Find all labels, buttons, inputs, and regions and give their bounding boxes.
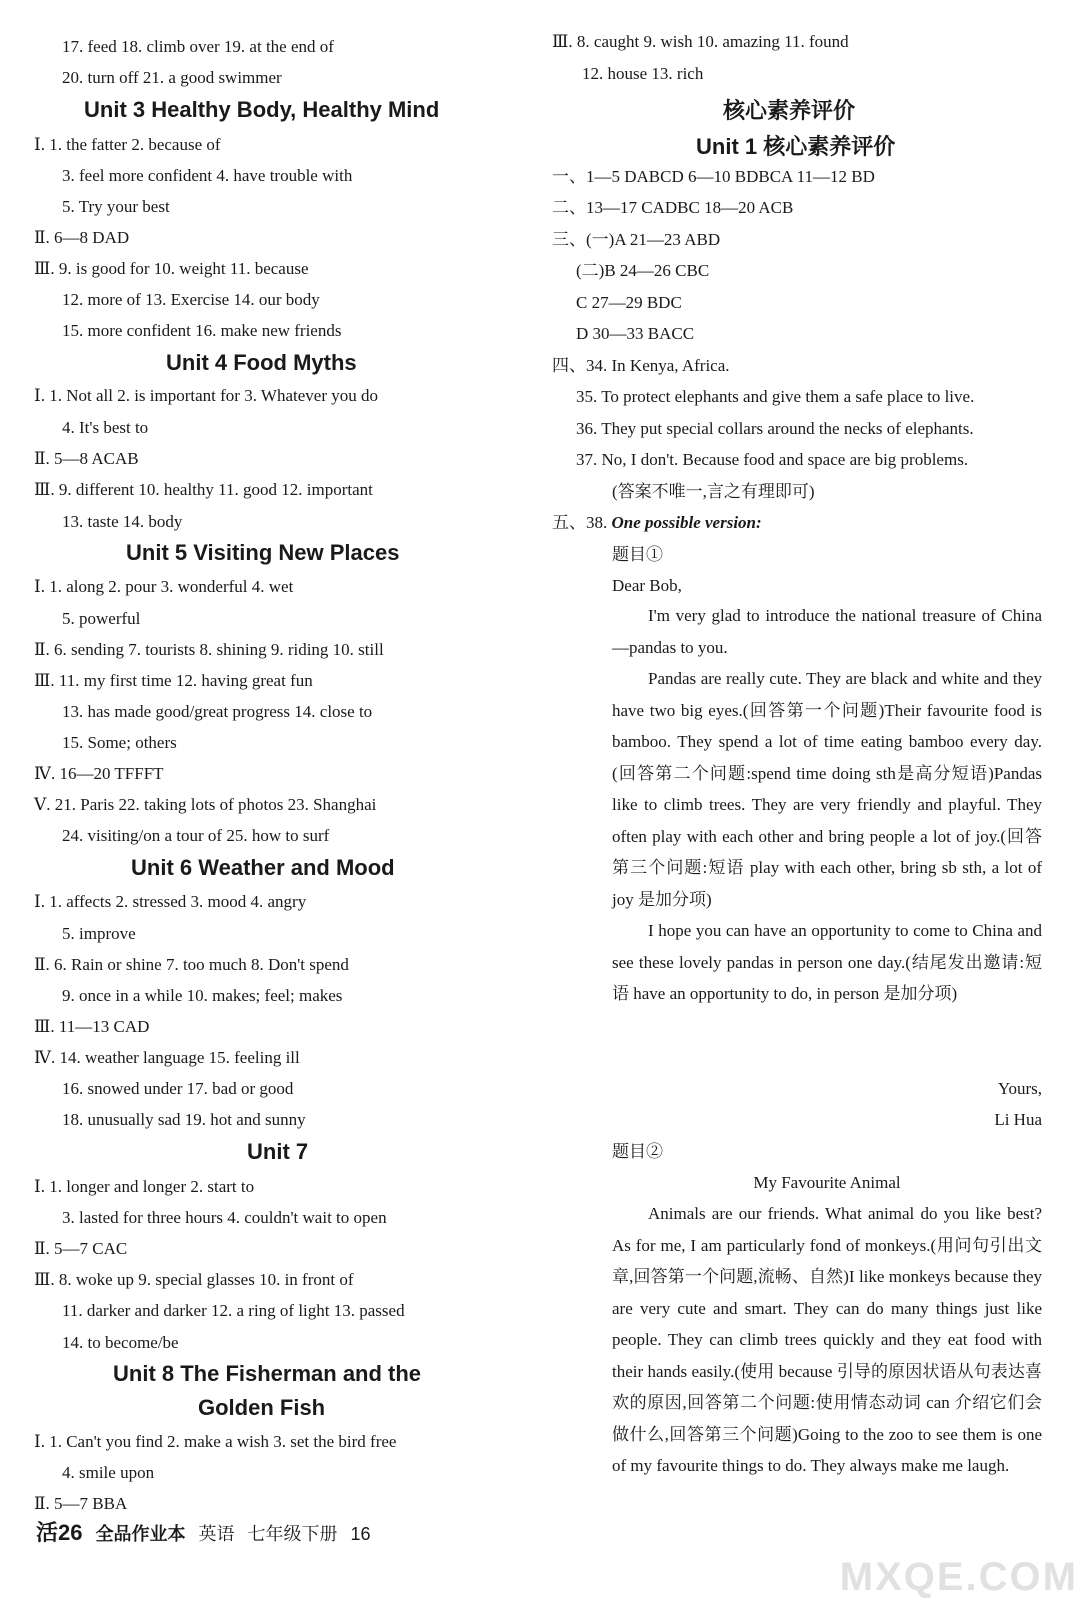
answer-line: Ⅲ. 11—13 CAD <box>34 1017 150 1036</box>
answer-line: 4. smile upon <box>62 1463 155 1482</box>
answer-line: 12. more of 13. Exercise 14. our body <box>62 290 320 309</box>
answer-line: C 27—29 BDC <box>576 293 682 312</box>
answer-line: 四、34. In Kenya, Africa. <box>552 356 730 375</box>
unit-heading: Unit 8 The Fisherman and the <box>113 1361 422 1386</box>
unit-heading: Unit 3 Healthy Body, Healthy Mind <box>84 97 440 122</box>
topic-label: 题目① <box>612 545 663 564</box>
answer-line: 11. darker and darker 12. a ring of light 13. passed <box>62 1301 405 1320</box>
answer-line: 17. feed 18. climb over 19. at the end of <box>62 37 334 56</box>
signature-name: Li Hua <box>994 1110 1042 1129</box>
answer-line: 9. once in a while 10. makes; feel; makes <box>62 986 343 1005</box>
answer-line: 12. house 13. rich <box>582 64 704 83</box>
answer-line: 二、13—17 CADBC 18—20 ACB <box>552 198 794 217</box>
answer-line: Ⅰ. 1. the fatter 2. because of <box>34 135 221 154</box>
answer-line: Ⅱ. 5—7 BBA <box>34 1494 128 1513</box>
answer-line: 5. powerful <box>62 609 141 628</box>
essay-paragraph: I'm very glad to introduce the national treasure of China—pandas to you. <box>612 606 1042 657</box>
answer-line: 3. lasted for three hours 4. couldn't wait to open <box>62 1208 387 1227</box>
subject: 英语 <box>198 1524 235 1544</box>
answer-line: 5. improve <box>62 924 136 943</box>
answer-line: 5. Try your best <box>62 197 170 216</box>
answer-line: Ⅰ. 1. along 2. pour 3. wonderful 4. wet <box>34 577 294 596</box>
answer-line: Ⅲ. 9. is good for 10. weight 11. because <box>34 259 309 278</box>
answer-line: Ⅲ. 8. woke up 9. special glasses 10. in front of <box>34 1270 354 1289</box>
answer-line: Ⅱ. 6—8 DAD <box>34 228 130 247</box>
essay-paragraph: I hope you can have an opportunity to come to China and see these lovely pandas in person one day.(结尾发出邀请:短语 have an opportunity to do, in person 是加分项) <box>612 921 1042 1003</box>
grade: 七年级下册 <box>247 1524 338 1544</box>
answer-line: 一、1—5 DABCD 6—10 BDBCA 11—12 BD <box>552 167 875 186</box>
salutation: Dear Bob, <box>612 576 682 595</box>
answer-line: Ⅲ. 9. different 10. healthy 11. good 12. important <box>34 480 373 499</box>
essay-title: My Favourite Animal <box>753 1173 901 1192</box>
answer-line: Ⅰ. 1. longer and longer 2. start to <box>34 1177 255 1196</box>
section-number: 五、38. <box>552 513 612 532</box>
topic-label: 题目② <box>612 1142 663 1161</box>
section-heading: Unit 1 核心素养评价 <box>696 134 896 159</box>
answer-line: Ⅱ. 6. Rain or shine 7. too much 8. Don't spend <box>34 955 349 974</box>
answer-line: D 30—33 BACC <box>576 324 695 343</box>
answer-line: 16. snowed under 17. bad or good <box>62 1079 294 1098</box>
answer-line: 14. to become/be <box>62 1333 179 1352</box>
answer-line: Ⅳ. 14. weather language 15. feeling ill <box>34 1048 300 1067</box>
answer-line: 20. turn off 21. a good swimmer <box>62 68 282 87</box>
answer-line: Ⅲ. 8. caught 9. wish 10. amazing 11. found <box>552 32 849 51</box>
answer-line: Ⅳ. 16—20 TFFFT <box>34 764 164 783</box>
watermark: MXQE.COM <box>839 1555 1078 1599</box>
answer-line: 三、(一)A 21—23 ABD <box>552 230 721 249</box>
page-footer <box>36 1516 371 1547</box>
answer-line: Ⅲ. 11. my first time 12. having great fun <box>34 671 313 690</box>
answer-line: Ⅱ. 5—8 ACAB <box>34 449 139 468</box>
answer-line: 37. No, I don't. Because food and space are big problems. <box>576 450 969 469</box>
answer-line: 13. taste 14. body <box>62 512 183 531</box>
answer-line: 18. unusually sad 19. hot and sunny <box>62 1110 306 1129</box>
answer-line: 15. more confident 16. make new friends <box>62 321 342 340</box>
answer-line <box>552 513 762 533</box>
page-badge: 活26 <box>36 1520 83 1545</box>
essay-two <box>612 1198 1042 1482</box>
answer-line: 3. feel more confident 4. have trouble with <box>62 166 353 185</box>
essay-paragraph: Animals are our friends. What animal do you like best? As for me, I am particularly fond of monkeys.(用问句引出文章,回答第一个问题,流畅、自然)I like monkeys because they are very cute and smart. They can do many things just like people. They can climb trees quickly and they eat food with their hands easily.(使用 because 引导的原因状语从句表达喜欢的原因,回答第二个问题:使用情态动词 can 介绍它们会做什么,回答第三个问题)Going to the zoo to see them is one of my favourite things to do. They always make me laugh. <box>612 1204 1042 1475</box>
closing: Yours, <box>997 1079 1042 1098</box>
answer-line: Ⅱ. 6. sending 7. tourists 8. shining 9. riding 10. still <box>34 640 384 659</box>
answer-line: Ⅰ. 1. Not all 2. is important for 3. Whatever you do <box>34 386 378 405</box>
brand-name: 全品作业本 <box>95 1524 186 1544</box>
answer-line: Ⅴ. 21. Paris 22. taking lots of photos 23. Shanghai <box>34 795 377 814</box>
answer-line: Ⅰ. 1. Can't you find 2. make a wish 3. set the bird free <box>34 1432 397 1451</box>
unit-heading: Unit 5 Visiting New Places <box>126 540 400 565</box>
page-number: 16 <box>350 1524 371 1544</box>
answer-line: Ⅱ. 5—7 CAC <box>34 1239 128 1258</box>
answer-line: 13. has made good/great progress 14. close to <box>62 702 373 721</box>
answer-line: Ⅰ. 1. affects 2. stressed 3. mood 4. angry <box>34 892 307 911</box>
answer-note: (答案不唯一,言之有理即可) <box>612 482 815 501</box>
answer-line: 15. Some; others <box>62 733 177 752</box>
unit-heading: Unit 6 Weather and Mood <box>131 855 395 880</box>
version-label: One possible version: <box>611 513 762 532</box>
answer-line: 36. They put special collars around the necks of elephants. <box>576 419 974 438</box>
essay-paragraph: Pandas are really cute. They are black and white and they have two big eyes.(回答第一个问题)Their favourite food is bamboo. They spend a lot of time eating bamboo every day.(回答第二个问题:spend time doing sth是高分短语)Pandas like to climb trees. They are very friendly and playful. They often play with each other and bring people a lot of joy.(回答第三个问题:短语 play with each other, bring sb sth, a lot of joy 是加分项) <box>612 669 1042 909</box>
section-heading: 核心素养评价 <box>723 98 856 123</box>
unit-heading: Unit 7 <box>247 1139 309 1164</box>
answer-line: 4. It's best to <box>62 418 149 437</box>
unit-heading: Unit 4 Food Myths <box>166 350 357 375</box>
unit-heading: Golden Fish <box>198 1395 326 1420</box>
answer-line: 24. visiting/on a tour of 25. how to surf <box>62 826 330 845</box>
answer-line: (二)B 24—26 CBC <box>576 261 710 280</box>
answer-line: 35. To protect elephants and give them a safe place to live. <box>576 387 975 406</box>
essay-one <box>612 600 1042 1010</box>
